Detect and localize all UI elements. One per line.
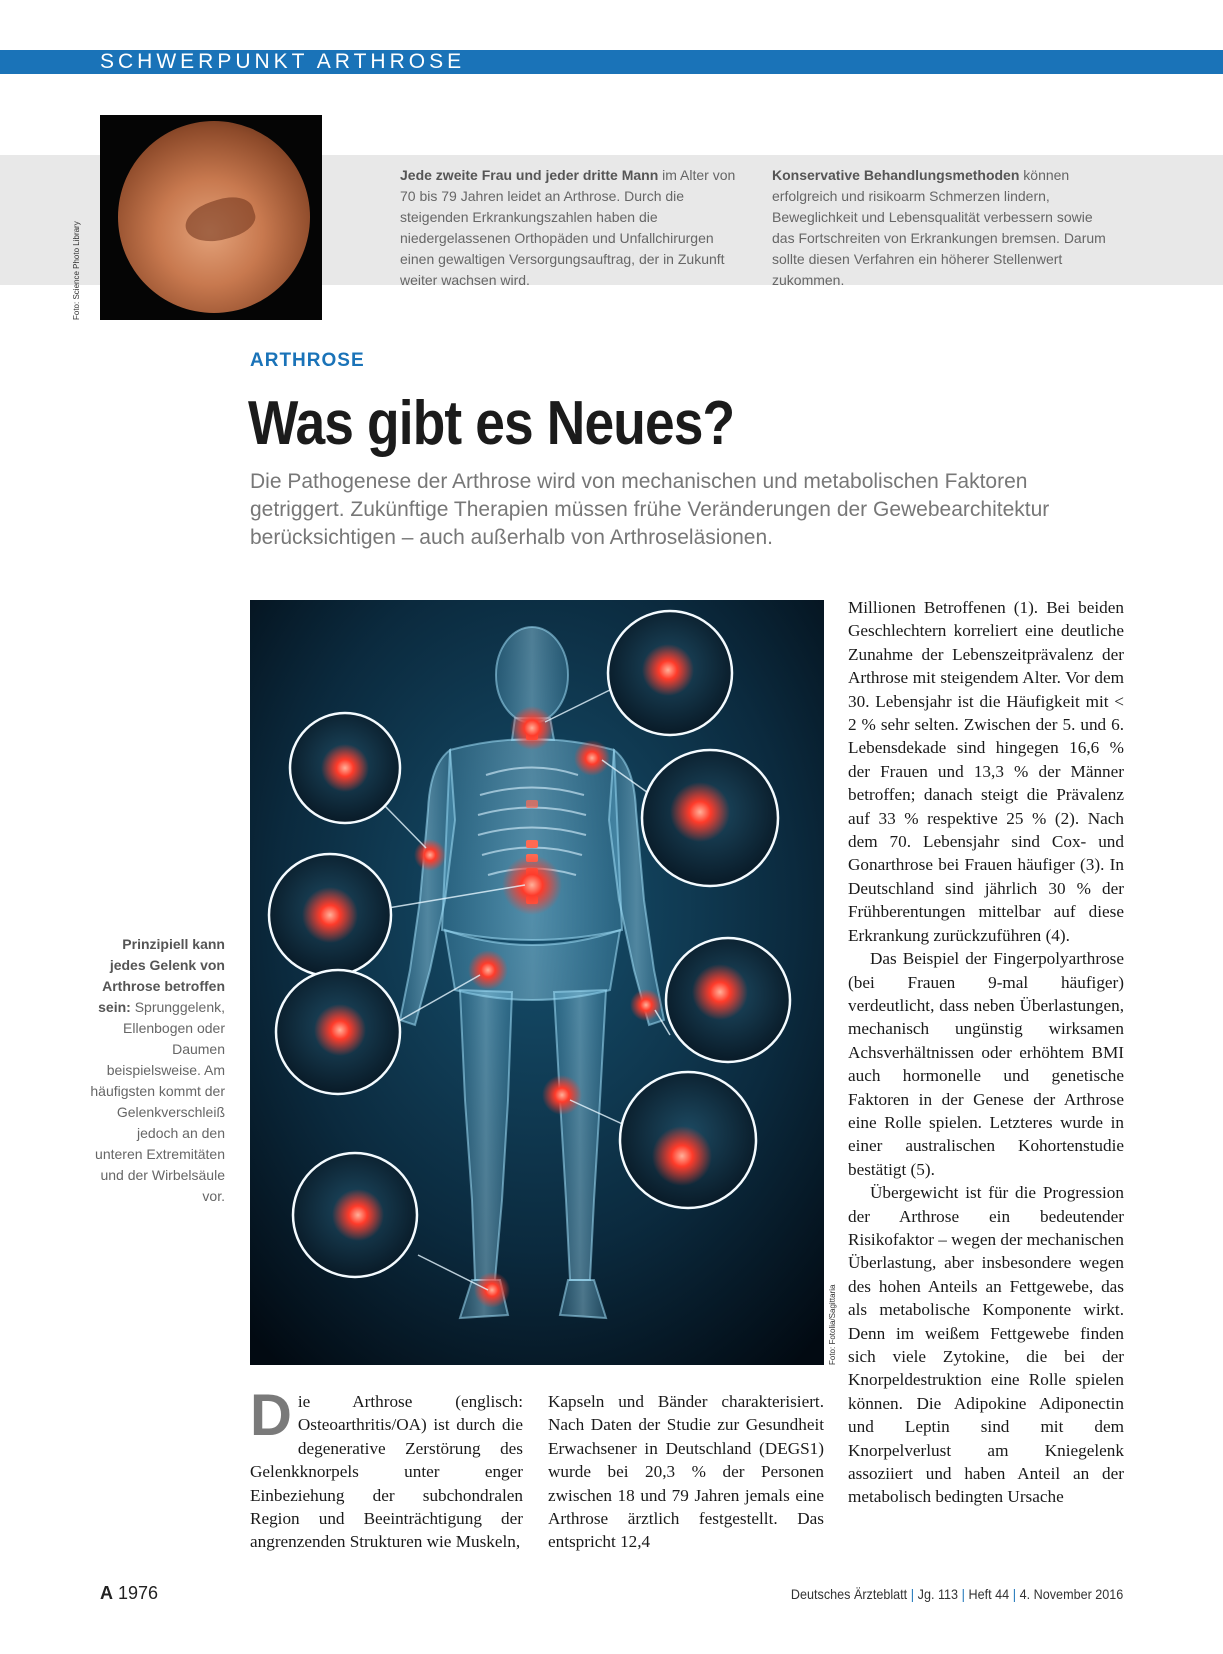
page-number [100, 1583, 158, 1604]
article-title: Was gibt es Neues? [248, 389, 735, 458]
image-caption-body: Sprunggelenk, Ellenbogen oder Daumen beispielsweise. Am häufigsten kommt der Gelenkverschleiß jedoch an den unteren Extremitäten und der Wirbelsäule vor. [90, 999, 225, 1204]
detail-circle-shoulder [642, 750, 778, 886]
section-label: SCHWERPUNKT ARTHROSE [100, 50, 466, 73]
intro-left-lead: Jede zweite Frau und jeder dritte Mann [400, 167, 659, 183]
photo-credit: Foto: Science Photo Library [72, 221, 81, 320]
intro-left-body: im Alter von 70 bis 79 Jahren leidet an Arthrose. Durch die steigenden Erkrankungszahlen haben die niedergelassenen Orthopäden und Unfallchirurgen einen gewaltigen Versorgungsauftrag, der in Zukunft weiter wachsen wird. [400, 167, 736, 288]
intro-text-left [400, 165, 745, 291]
detail-circle-knee [620, 1072, 756, 1208]
separator: | [961, 1586, 965, 1602]
skeleton-joints-illustration [250, 600, 824, 1365]
page-number-value: 1976 [118, 1583, 159, 1603]
intro-text-right [772, 165, 1117, 291]
intro-right-body: können erfolgreich und risikoarm Schmerzen lindern, Beweglichkeit und Lebensqualität verbessern sowie das Fortschreiten von Erkrankungen bremsen. Darum sollte diesen Verfahren ein höherer Stellenwert zukommen. [772, 167, 1106, 288]
body-column-right [848, 596, 1124, 1509]
image-caption-lead: Prinzipiell kann jedes Gelenk von Arthrose betroffen sein: [98, 936, 225, 1015]
separator: | [1012, 1586, 1016, 1602]
illustration-credit: Foto: Fotolia/Sagittaria [828, 1284, 837, 1365]
separator: | [910, 1586, 914, 1602]
image-caption [90, 934, 225, 1207]
body-paragraph: Übergewicht ist für die Progression der Arthrose ein bedeutender Risikofaktor – wegen der mechanischen Überlastung, aber insbesondere wegen des hohen Anteils an Fettgewebe, das als metabolische Komponente wirkt. Denn im weißem Fettgewebe finden sich viele Zytokine, die bei der Knorpeldestruktion eine Rolle spielen können. Die Adipokine Adiponectin und Leptin sind mit dem Knorpelverlust am Kniegelenk assoziiert und haben Anteil an der metabolisch bedingten Ursache [848, 1183, 1124, 1507]
body-paragraph [250, 1383, 523, 1554]
detail-circle-ankle [293, 1153, 417, 1277]
journal-date: 4. November 2016 [1019, 1586, 1123, 1602]
detail-circle-hand [666, 938, 790, 1062]
journal-issue: Heft 44 [968, 1586, 1009, 1602]
arthroscopy-photo [100, 115, 322, 320]
body-paragraph: Kapseln und Bänder charakterisiert. Nach Daten der Studie zur Gesundheit Erwachsener in Deutschland (DEGS1) wurde bei 20,3 % der Personen zwischen 18 und 79 Jahren jemals eine Arthrose ärztlich festgestellt. Das entspricht 12,4 [548, 1392, 824, 1552]
page-prefix: A [100, 1583, 113, 1603]
article-subtitle: Die Pathogenese der Arthrose wird von mechanischen und metabolischen Faktoren getriggert. Zukünftige Therapien müssen frühe Veränderungen der Gewebearchitektur berücksichtigen – auch außerhalb von Arthroseläsionen. [250, 470, 1050, 549]
body-text: ie Arthrose (englisch: Osteoarthritis/OA) ist durch die degenerative Zerstörung des Gelenkknorpels unter enger Einbeziehung der subchondralen Region und Beeinträchtigung der angrenzenden Strukturen wie Muskeln, [250, 1392, 523, 1552]
journal-name: Deutsches Ärzteblatt [790, 1586, 907, 1602]
journal-info [791, 1586, 1123, 1602]
body-paragraph: Das Beispiel der Fingerpolyarthrose (bei Frauen 9-mal häufiger) verdeutlicht, dass neben Überlastungen, mechanisch ungünstig wirksamen Achsverhältnissen oder erhöhtem BMI auch hormonelle und genetische Faktoren in der Genese der Arthrose eine Rolle spielen. Letzteres wurde in einer australischen Kohortenstudie bestätigt (5). [848, 949, 1124, 1179]
body-column-left [250, 1383, 523, 1554]
detail-circle-spine [269, 854, 391, 976]
body-paragraph: Millionen Betroffenen (1). Bei beiden Geschlechtern korreliert eine deutliche Zunahme der Lebenszeitprävalenz der Arthrose mit steigendem Alter. Vor dem 30. Lebensjahr ist die Häufigkeit mit < 2 % sehr selten. Zwischen der 5. und 6. Lebensdekade sind hingegen 16,6 % der Frauen und 13,3 % der Männer betroffen; danach steigt die Prävalenz auf 33 % respektive 25 % (2). Nach dem 70. Lebensjahr sind Cox- und Gonarthrose bei Frauen häufiger (3). In Deutschland sind jährlich 30 % der Frühberentungen mittelbar auf diese Erkrankung zurückzuführen (4). [848, 598, 1124, 945]
journal-volume: Jg. 113 [917, 1586, 958, 1602]
article-kicker: ARTHROSE [250, 350, 365, 371]
detail-circle-hip [276, 970, 400, 1094]
detail-circle-elbow [290, 713, 400, 823]
body-column-middle [548, 1390, 824, 1554]
detail-circle-neck [608, 611, 732, 735]
intro-right-lead: Konservative Behandlungsmethoden [772, 167, 1020, 183]
drop-cap: D [250, 1383, 292, 1448]
